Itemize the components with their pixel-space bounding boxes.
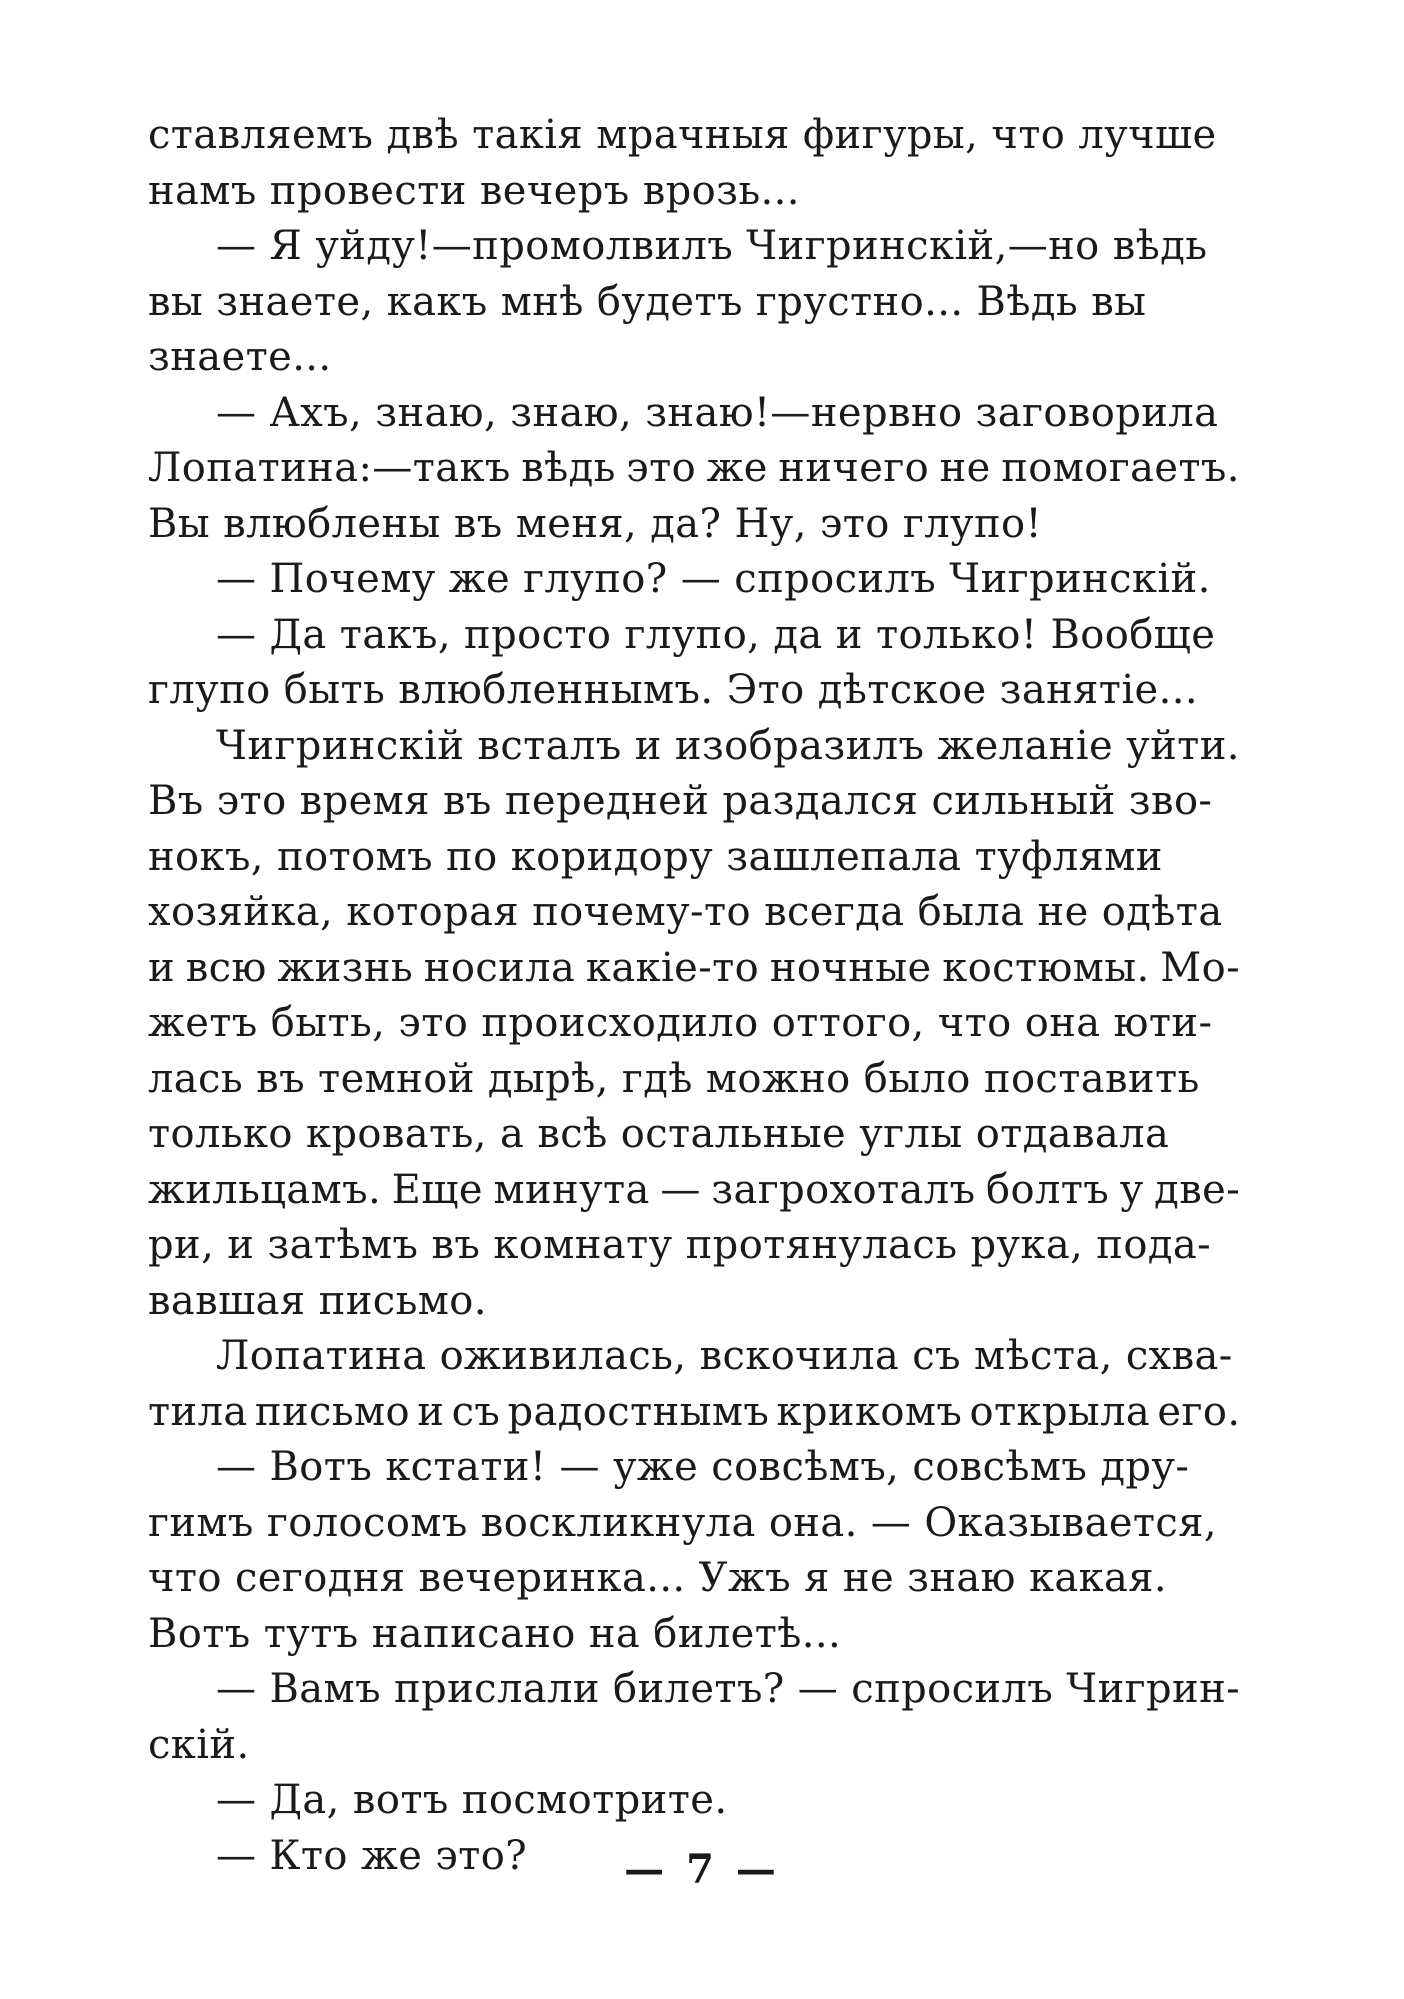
text-line: нокъ, потомъ по коридору зашлепала туфлями	[148, 833, 1163, 880]
text-line: хозяйка, которая почему-то всегда была не одѣта	[148, 889, 1223, 935]
text-line: Въ это время въ передней раздался сильный зво-	[148, 778, 1213, 824]
text-line: — Вотъ кстати! — уже совсѣмъ, совсѣмъ дру-	[216, 1444, 1190, 1490]
text-line: вы знаете, какъ мнѣ будетъ грустно... Вѣдь вы	[148, 278, 1147, 325]
text-line: Вотъ тутъ написано на билетѣ...	[148, 1610, 842, 1657]
text-line: Вы влюблены въ меня, да? Ну, это глупо!	[148, 500, 1042, 547]
page-body-text	[148, 108, 1240, 1884]
text-line: лась въ темной дырѣ, гдѣ можно было поставить	[148, 1055, 1200, 1102]
text-line: — Вамъ прислали билетъ? — спросилъ Чигрин-	[216, 1666, 1241, 1712]
text-line: Чигринскій всталъ и изобразилъ желаніе уйти.	[216, 722, 1240, 769]
page-number: — 7 —	[624, 1846, 780, 1893]
text-line: — Почему же глупо? — спросилъ Чигринскій.	[216, 556, 1211, 602]
text-line: намъ провести вечеръ врозь...	[148, 167, 800, 214]
text-line: тила письмо и съ радостнымъ крикомъ открыла его.	[148, 1388, 1241, 1435]
text-line: — Да такъ, просто глупо, да и только! Вообще	[216, 611, 1216, 658]
text-line: — Да, вотъ посмотрите.	[216, 1777, 728, 1823]
text-line: — Я уйду!—промолвилъ Чигринскій,—но вѣдь	[216, 223, 1208, 269]
text-line: Лопатина оживилась, вскочила съ мѣста, схва-	[216, 1333, 1233, 1379]
text-line: ставляемъ двѣ такія мрачныя фигуры, что лучше	[148, 112, 1217, 158]
text-line: гимъ голосомъ воскликнула она. — Оказывается,	[148, 1499, 1217, 1546]
text-line: жетъ быть, это происходило оттого, что она юти-	[148, 1000, 1213, 1046]
text-line: Лопатина:—такъ вѣдь это же ничего не помогаетъ.	[148, 445, 1240, 491]
text-line: и всю жизнь носила какіе-то ночные костюмы. Мо-	[148, 944, 1241, 991]
text-line: вавшая письмо.	[148, 1277, 487, 1324]
text-line: знаете...	[148, 334, 332, 380]
text-line: глупо быть влюбленнымъ. Это дѣтское занятіе...	[148, 667, 1198, 713]
text-line: что сегодня вечеринка... Ужъ я не знаю какая.	[148, 1555, 1168, 1601]
text-line: — Кто же это?	[216, 1832, 528, 1879]
text-line: жильцамъ. Еще минута — загрохоталъ болтъ у две-	[148, 1166, 1241, 1213]
text-line: — Ахъ, знаю, знаю, знаю!—нервно заговорила	[216, 389, 1219, 436]
text-line: только кровать, а всѣ остальные углы отдавала	[148, 1111, 1170, 1157]
text-line: ри, и затѣмъ въ комнату протянулась рука, пода-	[148, 1222, 1212, 1268]
text-line: скій.	[148, 1721, 250, 1768]
